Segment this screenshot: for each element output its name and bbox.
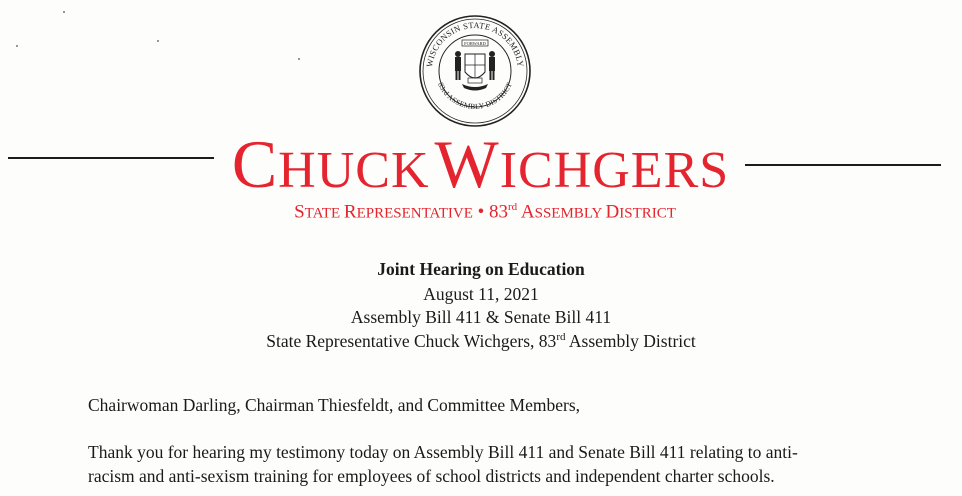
hearing-date: August 11, 2021 [423,284,539,304]
hearing-title: Joint Hearing on Education [377,259,585,279]
salutation: Chairwoman Darling, Chairman Thiesfeldt, and Committee Members, [88,395,580,415]
wisconsin-assembly-seal [418,14,532,128]
seal-ring-bottom-text: 83rd ASSEMBLY DISTRICT [436,80,514,111]
seal-ring-top-text: WISCONSIN STATE ASSEMBLY [424,19,526,68]
paragraph-line: Thank you for hearing my testimony today on Assembly Bill 411 and Senate Bill 411 relating to anti- [88,442,798,462]
hearing-bills: Assembly Bill 411 & Senate Bill 411 [350,307,612,327]
paragraph-line: racism and anti-sexism training for employees of school districts and independent charter schools. [88,466,775,486]
scan-speck [16,45,18,47]
representative-name: CHUCK WICHGERS [231,126,730,202]
testimony-paragraph [88,440,888,488]
scan-speck [63,11,65,13]
hearing-speaker: State Representative Chuck Wichgers, 83rd Assembly District [266,331,696,351]
seal-motto: FORWARD [464,41,486,46]
header-rule-left [8,157,214,159]
scan-speck [157,40,159,42]
scan-speck [298,58,300,60]
header-rule-right [745,164,941,166]
svg-text:83rd ASSEMBLY DISTRICT [436,81,514,111]
representative-title: STATE REPRESENTATIVE • 83rd ASSEMBLY DISTRICT [294,201,676,223]
